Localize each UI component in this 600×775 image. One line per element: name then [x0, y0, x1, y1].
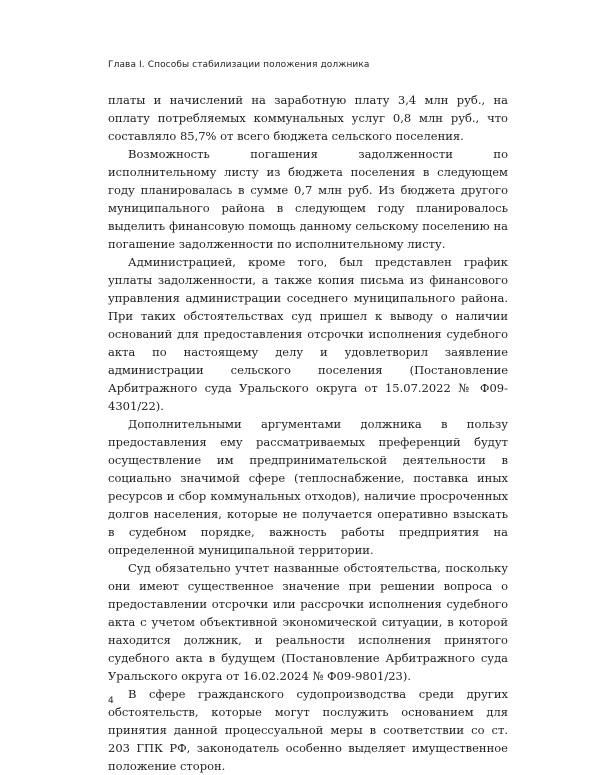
page-number: 4 — [108, 696, 114, 706]
paragraph: Дополнительными аргументами должника в пользу предоставления ему рассматриваемых преференций будут осуществление им предпринимательской деятельности в социально значимой сфере (теплоснабжение, поставка иных ресурсов и сбор коммунальных отходов), наличие просроченных долгов населения, которые не получается оперативно взыскать в судебном порядке, важность работы предприятия на определенной муниципальной территории. — [108, 417, 508, 557]
paragraph: Возможность погашения задолженности по исполнительному листу из бюджета поселения в следующем году планировалась в сумме 0,7 млн руб. Из бюджета другого муниципального района в следующем году планировалось выделить финансовую помощь данному сельскому поселению на погашение задолженности по исполнительному листу. — [108, 147, 508, 251]
paragraph: В сфере гражданского судопроизводства среди других обстоятельств, которые могут послужить основанием для принятия данной процессуальной меры в соответствии со ст. 203 ГПК РФ, законодатель особенно выделяет имущественное положение сторон. — [108, 687, 508, 773]
running-head: Глава I. Способы стабилизации положения должника — [108, 60, 370, 70]
paragraph: Администрацией, кроме того, был представлен график уплаты задолженности, а также копия письма из финансового управления администрации соседнего муниципального района. При таких обстоятельствах суд пришел к выводу о наличии оснований для предоставления отсрочки исполнения судебного акта по настоящему делу и удовлетворил заявление администрации сельского поселения (Постановление Арбитражного суда Уральского округа от 15.07.2022 № Ф09-4301/22). — [108, 255, 508, 413]
body-text — [108, 91, 508, 775]
paragraph: Суд обязательно учтет названные обстоятельства, поскольку они имеют существенное значение при решении вопроса о предоставлении отсрочки или рассрочки исполнения судебного акта с учетом объективной экономической ситуации, в которой находится должник, и реальности исполнения принятого судебного акта в будущем (Постановление Арбитражного суда Уральского округа от 16.02.2024 № Ф09-9801/23). — [108, 561, 508, 683]
paragraph-continuation: платы и начислений на заработную плату 3,4 млн руб., на оплату потребляемых коммунальных услуг 0,8 млн руб., что составляло 85,7% от всего бюджета сельского поселения. — [108, 93, 508, 143]
